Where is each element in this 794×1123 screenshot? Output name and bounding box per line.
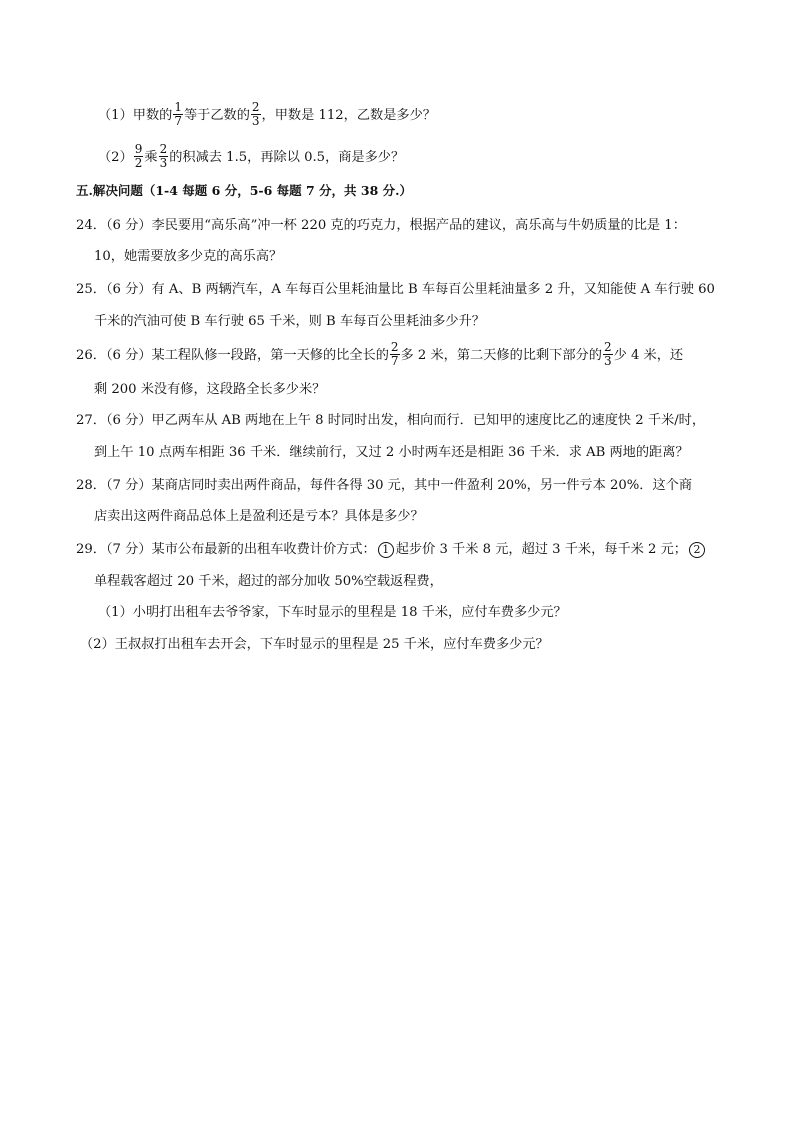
q-text: 的积减去 1.5，再除以 0.5，商是多少？: [169, 150, 405, 165]
fraction: $\frac{2}{3}$: [159, 142, 168, 170]
fraction: $\frac{2}{7}$: [390, 340, 399, 368]
fraction: $\frac{9}{2}$: [134, 142, 143, 170]
problem-28-line-2: 店卖出这两件商品总体上是盈利还是亏本？具体是多少？: [94, 509, 424, 524]
q-text: （2）: [98, 150, 133, 165]
problem-25-line-2: 千米的汽油可使 B 车行驶 65 千米，则 B 车每百公里耗油多少升？: [94, 314, 485, 329]
problem-26-line-2: 剩 200 米没有修，这段路全长多少米？: [94, 382, 326, 397]
question-4-2: [98, 144, 404, 171]
problem-25-line-1: 25．（6 分）有 A、B 两辆汽车，A 车每百公里耗油量比 B 车每百公里耗油量多 2 升，又知能使 A 车行驶 60: [76, 282, 715, 297]
problem-24-line-2: 10，她需要放多少克的高乐高？: [94, 249, 283, 264]
problem-27-line-2: 到上午 10 点两车相距 36 千米．继续前行，又过 2 小时两车还是相距 36 千米．求 AB 两地的距离？: [94, 445, 689, 460]
problem-29-line-1: [76, 540, 707, 560]
fraction: $\frac{2}{3}$: [251, 100, 260, 128]
p-text: 29．（7 分）某市公布最新的出租车收费计价方式：: [76, 542, 376, 557]
q-text: 乘: [144, 150, 158, 165]
q-text: （1）甲数的: [98, 108, 173, 123]
problem-29-line-2: 单程载客超过 20 千米，超过的部分加收 50%空载返程费，: [94, 574, 443, 589]
problem-27-line-1: 27．（6 分）甲乙两车从 AB 两地在上午 8 时同时出发，相向而行．已知甲的速度比乙的速度快 2 千米/时，: [76, 413, 706, 428]
problem-24-line-1: 24．（6 分）李民要用“高乐高”冲一杯 220 克的巧克力，根据产品的建议，高乐高与牛奶质量的比是 1：: [76, 218, 686, 233]
problem-29-sub-2: （2）王叔叔打出租车去开会，下车时显示的里程是 25 千米，应付车费多少元？: [80, 637, 549, 652]
q-text: 等于乙数的: [183, 108, 250, 123]
p-text: 起步价 3 千米 8 元，超过 3 千米，每千米 2 元；: [395, 542, 687, 557]
section-heading: 五.解决问题（1-4 每题 6 分，5-6 每题 7 分，共 38 分.）: [76, 183, 412, 198]
p-text: 多 2 米，第二天修的比剩下部分的: [400, 348, 602, 363]
problem-29-sub-1: （1）小明打出租车去爷爷家，下车时显示的里程是 18 千米，应付车费多少元？: [98, 605, 567, 620]
circled-number: 2: [689, 542, 705, 558]
fraction: $\frac{2}{3}$: [603, 340, 612, 368]
p-text: 26．（6 分）某工程队修一段路，第一天修的比全长的: [76, 348, 389, 363]
circled-number: 1: [378, 542, 394, 558]
p-text: 少 4 米，还: [613, 348, 684, 363]
problem-26-line-1: [76, 342, 683, 369]
question-4-1: [98, 102, 436, 129]
q-text: ，甲数是 112，乙数是多少？: [261, 108, 436, 123]
fraction: $\frac{1}{7}$: [174, 100, 182, 128]
problem-28-line-1: 28．（7 分）某商店同时卖出两件商品，每件各得 30 元，其中一件盈利 20%，另一件亏本 20%．这个商: [76, 478, 693, 493]
